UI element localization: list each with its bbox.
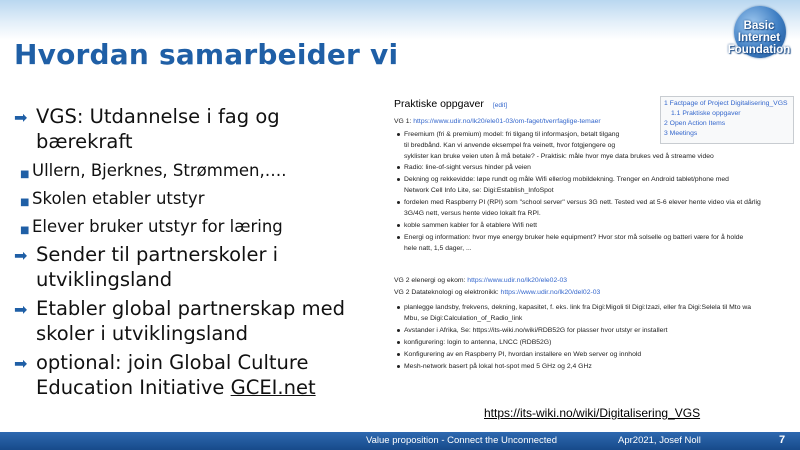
wiki-vg2a-line: VG 2 elenergi og ekom: https://www.udir.no/lk20/ele02-03 <box>394 277 568 284</box>
bullet-text: optional: join Global Culture Education Initiative GCEI.net <box>36 351 316 399</box>
footer-bar <box>0 432 800 450</box>
wiki-bullet-dot <box>397 133 400 136</box>
wiki-bullet-dot <box>397 178 400 181</box>
toc-item[interactable]: 2 Open Action Items <box>664 120 726 127</box>
wiki-item: Mesh-network basert på lokal hot-spot med 5 GHz og 2,4 GHz <box>404 363 592 370</box>
wiki-vg2b-url[interactable]: https://www.udir.no/lk20/del02-03 <box>500 289 601 296</box>
wiki-item: fordelen med Raspberry PI (RPI) som "school server" versus 3G nett. Tested ved at 5-6 elever hente video via et dårlig 3G/4G nett, versus hente video lokalt fra RPI. <box>404 199 761 217</box>
arrow-bullet-icon: ➡ <box>14 108 28 127</box>
logo-line-3: Foundation <box>727 44 791 56</box>
wiki-screenshot <box>392 95 794 378</box>
arrow-bullet-icon: ➡ <box>14 354 28 373</box>
square-bullet-icon: ■ <box>20 225 30 236</box>
footer-tagline: Value proposition - Connect the Unconnected <box>366 435 558 446</box>
wiki-item: Konfigurering av en Raspberry PI, hvordan installere en Web server og innhold <box>404 351 642 358</box>
wiki-item: Freemium (fri & premium) model: fri tilgang til informasjon, betalt tilgang til bredbånd. Kan vi anvende eksempel fra veinett, hvor fotgjengere og syklister kan bruke veien uten å må betale? - Praktisk: måle hvor mye data brukes ved å streame video <box>404 131 714 160</box>
wiki-bullet-dot <box>397 306 400 309</box>
wiki-bullet-dot <box>397 224 400 227</box>
bullet-text: Sender til partnerskoler i utviklingsland <box>36 243 279 291</box>
wiki-edit-link[interactable]: [edit] <box>493 102 508 109</box>
arrow-bullet-icon: ➡ <box>14 300 28 319</box>
header-band <box>0 0 800 40</box>
logo-line-2: Internet <box>737 32 781 44</box>
wiki-section-heading: Praktiske oppgaver <box>394 98 484 110</box>
toc-item[interactable]: 1 Factpage of Project Digitalisering_VGS <box>664 100 788 107</box>
wiki-item: konfigurering: login to antenna, LNCC (RDB52G) <box>404 339 552 346</box>
square-bullet-icon: ■ <box>20 169 30 180</box>
bullet-text: Ullern, Bjerknes, Strømmen,…. <box>32 161 287 180</box>
wiki-item: planlegge landsby, frekvens, dekning, kapasitet, f. eks. link fra Digi:Migoli til Digi:Izazi, eller fra Digi:Selela til Mto wa Mbu, se Digi:Calculation_of_Radio_link <box>404 304 752 322</box>
wiki-vg2a-url[interactable]: https://www.udir.no/lk20/ele02-03 <box>467 277 568 284</box>
wiki-bullet-dot <box>397 236 400 239</box>
footer-date-author: Apr2021, Josef Noll <box>618 435 701 446</box>
square-bullet-icon: ■ <box>20 197 30 208</box>
basic-internet-foundation-logo <box>720 4 798 76</box>
wiki-bullet-dot <box>397 365 400 368</box>
gcei-link[interactable]: GCEI.net <box>230 376 316 399</box>
wiki-item: Radio: line-of-sight versus hinder på veien <box>404 164 531 171</box>
wiki-url-link[interactable]: https://its-wiki.no/wiki/Digitalisering_VGS <box>484 406 701 420</box>
toc-item[interactable]: 1.1 Praktiske oppgaver <box>671 110 741 117</box>
logo-line-1: Basic <box>743 20 775 32</box>
wiki-bullet-dot <box>397 201 400 204</box>
slide-title: Hvordan samarbeider vi <box>14 38 399 71</box>
wiki-item: Avstander i Afrika, Se: https://its-wiki.no/wiki/RDB52G for plasser hvor utstyr er installert <box>404 327 668 334</box>
toc-item[interactable]: 3 Meetings <box>664 130 698 137</box>
page-number: 7 <box>779 434 786 446</box>
wiki-vg1-url[interactable]: https://www.udir.no/lk20/ele01-03/om-faget/tverrfaglige-temaer <box>413 118 601 125</box>
wiki-item: koble sammen kabler for å etablere Wifi nett <box>404 222 537 229</box>
wiki-item: Dekning og rekkevidde: løpe rundt og måle Wifi eller/og mobildekning. Trenger en Android tablet/phone med Network Cell Info Lite, se: Digi:Establish_InfoSpot <box>404 176 729 194</box>
wiki-table-of-contents <box>660 96 794 144</box>
wiki-vg2b-line: VG 2 Datateknologi og elektronikk: https://www.udir.no/lk20/del02-03 <box>394 289 601 296</box>
arrow-bullet-icon: ➡ <box>14 246 28 265</box>
wiki-bullet-dot <box>397 341 400 344</box>
bullet-text: Elever bruker utstyr for læring <box>32 217 283 236</box>
wiki-item: Energi og information: hvor mye energy bruker hele equipment? Hvor stor må solselle og batteri være for å holde hele natt, 1,5 dager, ... <box>404 234 744 252</box>
wiki-bullet-dot <box>397 166 400 169</box>
bullet-text: Etabler global partnerskap med skoler i utviklingsland <box>36 297 345 345</box>
wiki-vg1-line: VG 1: https://www.udir.no/lk20/ele01-03/om-faget/tverrfaglige-temaer <box>394 118 601 125</box>
bullet-text: VGS: Utdannelse i fag og bærekraft <box>36 105 280 153</box>
bullet-text: Skolen etabler utstyr <box>32 189 205 208</box>
wiki-bullet-dot <box>397 329 400 332</box>
wiki-bullet-dot <box>397 353 400 356</box>
